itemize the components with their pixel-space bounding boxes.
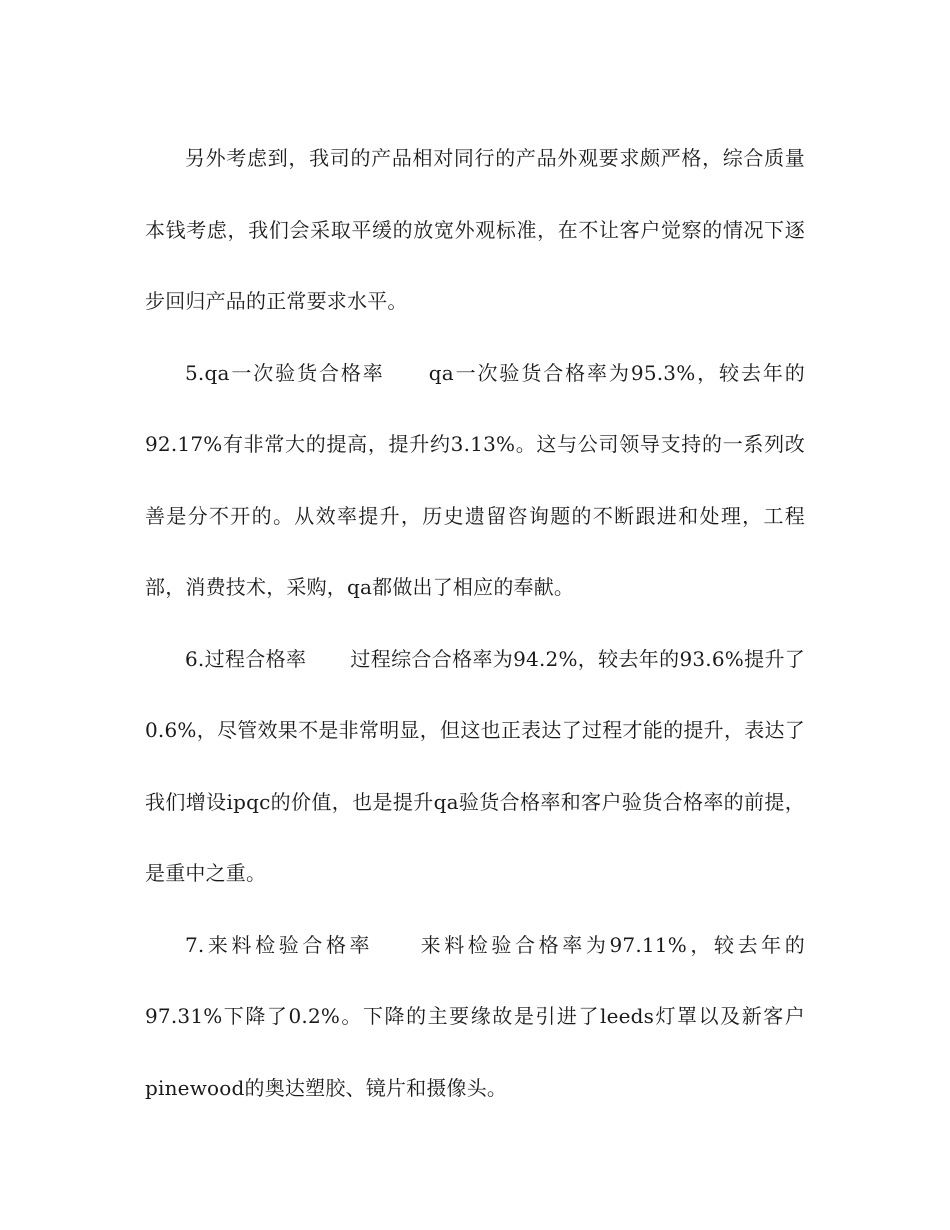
paragraph-text: 来料检验合格率为97.11%，较去年的97.31%下降了0.2%。下降的主要缘故是引进了leeds灯罩以及新客户pinewood的奥达塑胶、镜片和摄像头。 — [145, 932, 805, 1100]
section-heading: 5.qa一次验货合格率 — [185, 360, 385, 385]
paragraph-text: qa一次验货合格率为95.3%，较去年的92.17%有非常大的提高，提升约3.13%。这与公司领导支持的一系列改善是分不开的。从效率提升，历史遗留咨询题的不断跟进和处理，工程部，消费技术，采购，qa都做出了相应的奉献。 — [145, 360, 805, 599]
paragraph-incoming-inspection-rate — [145, 910, 805, 1125]
section-heading: 7.来料检验合格率 — [185, 932, 374, 957]
document-body — [145, 123, 805, 1124]
paragraph-text: 过程综合合格率为94.2%，较去年的93.6%提升了0.6%，尽管效果不是非常明显，但这也正表达了过程才能的提升，表达了我们增设ipqc的价值，也是提升qa验货合格率和客户验货合格率的前提，是重中之重。 — [145, 646, 805, 885]
paragraph-process-pass-rate — [145, 624, 805, 910]
paragraph-text: 另外考虑到，我司的产品相对同行的产品外观要求颇严格，综合质量本钱考虑，我们会采取平缓的放宽外观标准，在不让客户觉察的情况下逐步回归产品的正常要求水平。 — [145, 146, 805, 313]
paragraph-qa-pass-rate — [145, 338, 805, 624]
section-heading: 6.过程合格率 — [185, 646, 307, 671]
paragraph-appearance-standard — [145, 123, 805, 338]
